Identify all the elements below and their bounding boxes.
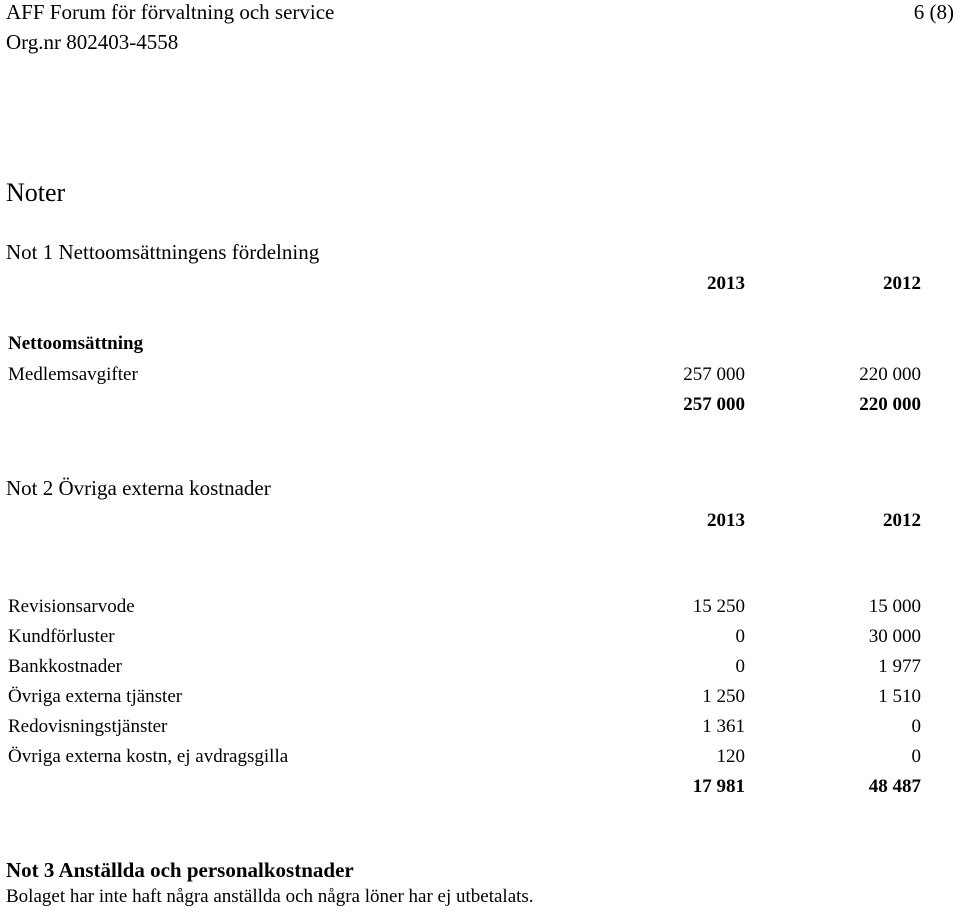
page-title: Noter	[6, 178, 66, 207]
note2-row-label: Övriga externa tjänster	[8, 686, 183, 707]
note2-row-value-2012: 1 510	[878, 686, 921, 707]
note3-text: Bolaget har inte haft några anställda och några löner har ej utbetalats.	[6, 886, 534, 907]
note1-section-label: Nettoomsättning	[8, 333, 144, 354]
note2-row-label: Kundförluster	[8, 626, 115, 647]
note2-row-value-2012: 15 000	[868, 596, 921, 617]
note2-row-label: Övriga externa kostn, ej avdragsgilla	[8, 746, 289, 767]
note1-heading: Not 1 Nettoomsättningens fördelning	[6, 240, 320, 264]
note2-row-label: Redovisningstjänster	[8, 716, 168, 737]
note2-row-value-2013: 1 250	[702, 686, 745, 707]
note2-row-value-2012: 0	[911, 716, 921, 737]
note1-year-2013: 2013	[707, 273, 745, 294]
note1-row-value-2013: 257 000	[683, 364, 745, 385]
org-number: Org.nr 802403-4558	[6, 30, 179, 54]
note2-row-value-2012: 1 977	[878, 656, 921, 677]
note2-row-value-2013: 120	[716, 746, 745, 767]
note1-total-2012: 220 000	[859, 394, 921, 415]
note2-year-2012: 2012	[883, 510, 921, 531]
note2-row-value-2013: 0	[735, 626, 745, 647]
note1-total-2013: 257 000	[683, 394, 745, 415]
note2-row-value-2013: 15 250	[692, 596, 745, 617]
note2-row-label: Bankkostnader	[8, 656, 122, 677]
note2-row-value-2013: 0	[735, 656, 745, 677]
note1-row-value-2012: 220 000	[859, 364, 921, 385]
note2-row-value-2013: 1 361	[702, 716, 745, 737]
page-number: 6 (8)	[913, 0, 954, 24]
note2-heading: Not 2 Övriga externa kostnader	[6, 476, 271, 500]
note2-total-2013: 17 981	[692, 776, 745, 797]
note2-row-value-2012: 30 000	[868, 626, 921, 647]
note2-row-label: Revisionsarvode	[8, 596, 135, 617]
company-name: AFF Forum för förvaltning och service	[6, 0, 335, 24]
note1-year-2012: 2012	[883, 273, 921, 294]
note2-row-value-2012: 0	[911, 746, 921, 767]
note2-total-2012: 48 487	[868, 776, 921, 797]
note1-row-label: Medlemsavgifter	[8, 364, 138, 385]
note3-heading: Not 3 Anställda och personalkostnader	[6, 858, 354, 882]
note2-year-2013: 2013	[707, 510, 745, 531]
